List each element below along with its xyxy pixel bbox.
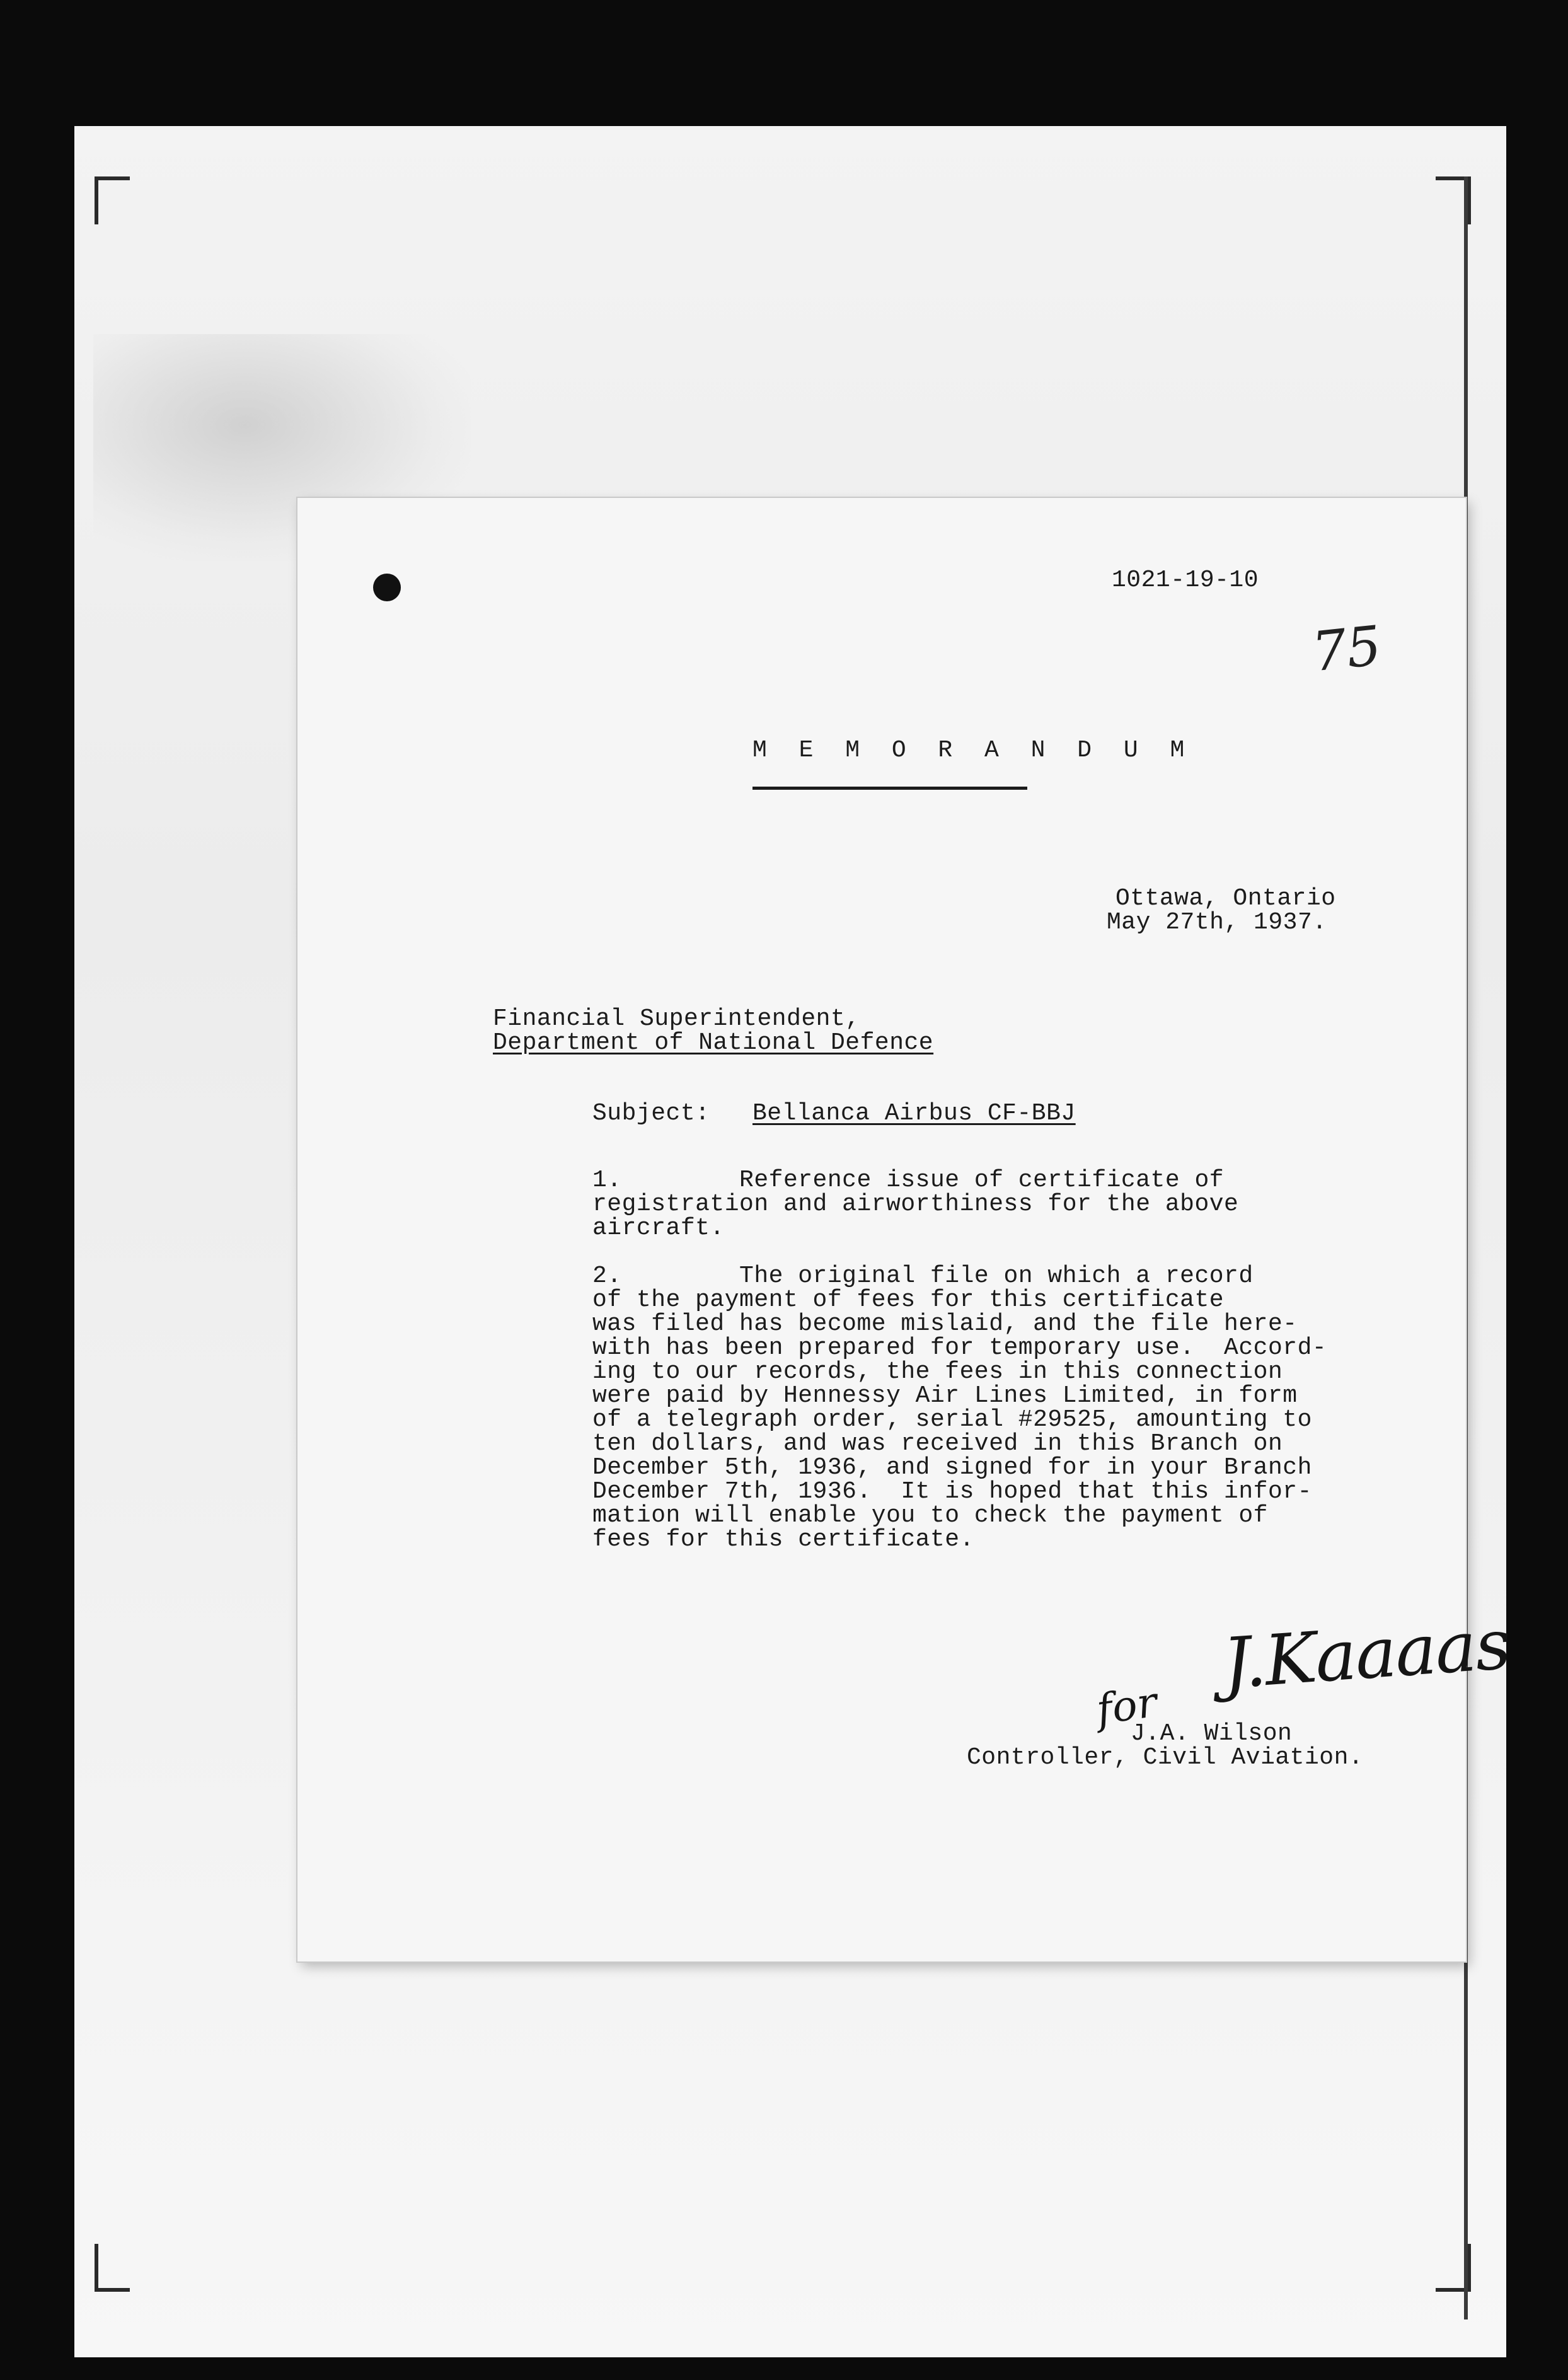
crop-mark-bottom-left: [95, 2244, 130, 2292]
file-number: 1021-19-10: [1112, 567, 1259, 594]
memo-title: M E M O R A N D U M: [752, 737, 1194, 764]
addressee-line-1: Financial Superintendent,: [493, 1005, 860, 1032]
addressee-line-2: Department of National Defence: [493, 1029, 934, 1056]
punch-hole: [373, 574, 401, 601]
handwritten-signature: J.Kaaaas: [1220, 1603, 1513, 1704]
paragraph-1: 1. Reference issue of certificate of registration and airworthiness for the above aircraft.: [592, 1167, 1239, 1242]
paragraph-2: 2. The original file on which a record of the payment of fees for this certificate was filed has become mislaid, and the file here- with has been prepared for temporary use. Accord- ing to our records, the fees in this connection were paid by Hennessy Air Lines Limited, in form of a telegraph order, serial #29525, amounting to ten dollars, and was received in this Branch on December 5th, 1936, and signed for in your Branch December 7th, 1936. It is hoped that this infor- mation will enable you to check the payment of fees for this certificate.: [592, 1262, 1327, 1553]
signer-name: J.A. Wilson: [1131, 1720, 1293, 1747]
memo-place: Ottawa, Ontario: [1115, 885, 1336, 912]
handwritten-folio-number: 75: [1309, 614, 1385, 685]
memo-date: May 27th, 1937.: [1107, 909, 1327, 936]
crop-mark-top-left: [95, 176, 130, 224]
subject-value: Bellanca Airbus CF-BBJ: [752, 1100, 1076, 1127]
signature-for-prefix: for: [1093, 1677, 1160, 1735]
memorandum-page: [297, 498, 1513, 1961]
signer-title: Controller, Civil Aviation.: [967, 1744, 1364, 1771]
subject-label: Subject:: [592, 1100, 710, 1127]
title-underline: [752, 787, 1027, 790]
